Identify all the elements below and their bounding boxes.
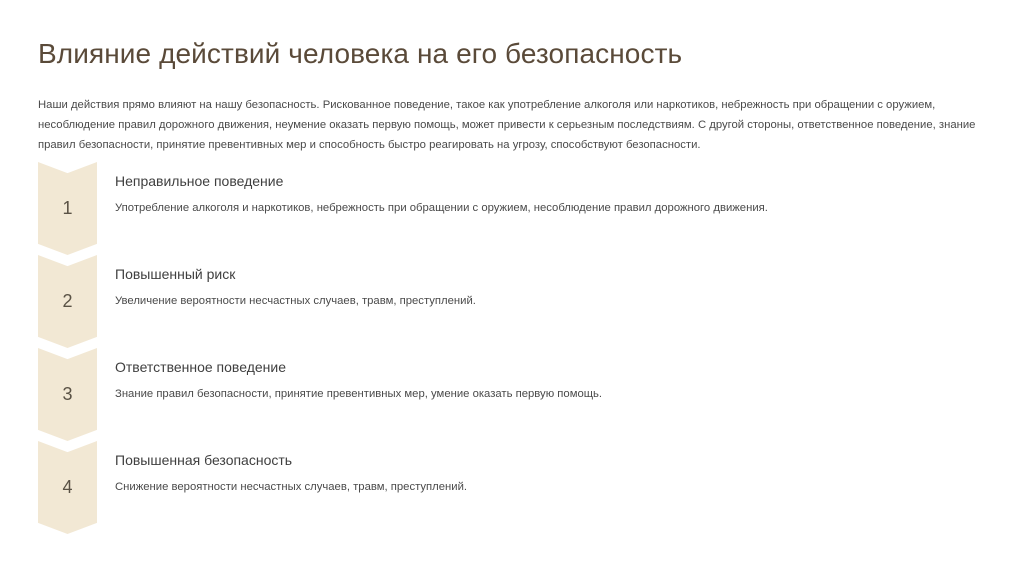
- step-number: 4: [62, 477, 73, 497]
- step-description: Увеличение вероятности несчастных случаев, травм, преступлений.: [115, 295, 476, 307]
- step-item: [0, 162, 1024, 255]
- intro-paragraph: Наши действия прямо влияют на нашу безопасность. Рискованное поведение, такое как употребление алкоголя или наркотиков, небрежность при обращении с оружием, несоблюдение правил дорожного движения, неумение оказать первую помощь, может привести к серьезным последствиям. С другой стороны, ответственное поведение, знание правил безопасности, принятие превентивных мер и способность быстро реагировать на угрозу, способствуют безопасности.: [38, 99, 976, 151]
- slide-title: Влияние действий человека на его безопасность: [38, 38, 683, 69]
- step-number: 2: [62, 291, 73, 311]
- step-title: Ответственное поведение: [115, 359, 286, 375]
- step-item: [0, 348, 1024, 441]
- step-number: 3: [62, 384, 73, 404]
- step-title: Неправильное поведение: [115, 173, 284, 189]
- step-description: Снижение вероятности несчастных случаев, травм, преступлений.: [115, 481, 468, 493]
- step-description: Употребление алкоголя и наркотиков, небрежность при обращении с оружием, несоблюдение правил дорожного движения.: [115, 202, 768, 214]
- step-item: [0, 255, 1024, 348]
- step-title: Повышенная безопасность: [115, 452, 293, 468]
- step-number: 1: [62, 198, 73, 218]
- step-description: Знание правил безопасности, принятие превентивных мер, умение оказать первую помощь.: [115, 388, 603, 400]
- step-item: [0, 441, 1024, 534]
- step-title: Повышенный риск: [115, 266, 236, 282]
